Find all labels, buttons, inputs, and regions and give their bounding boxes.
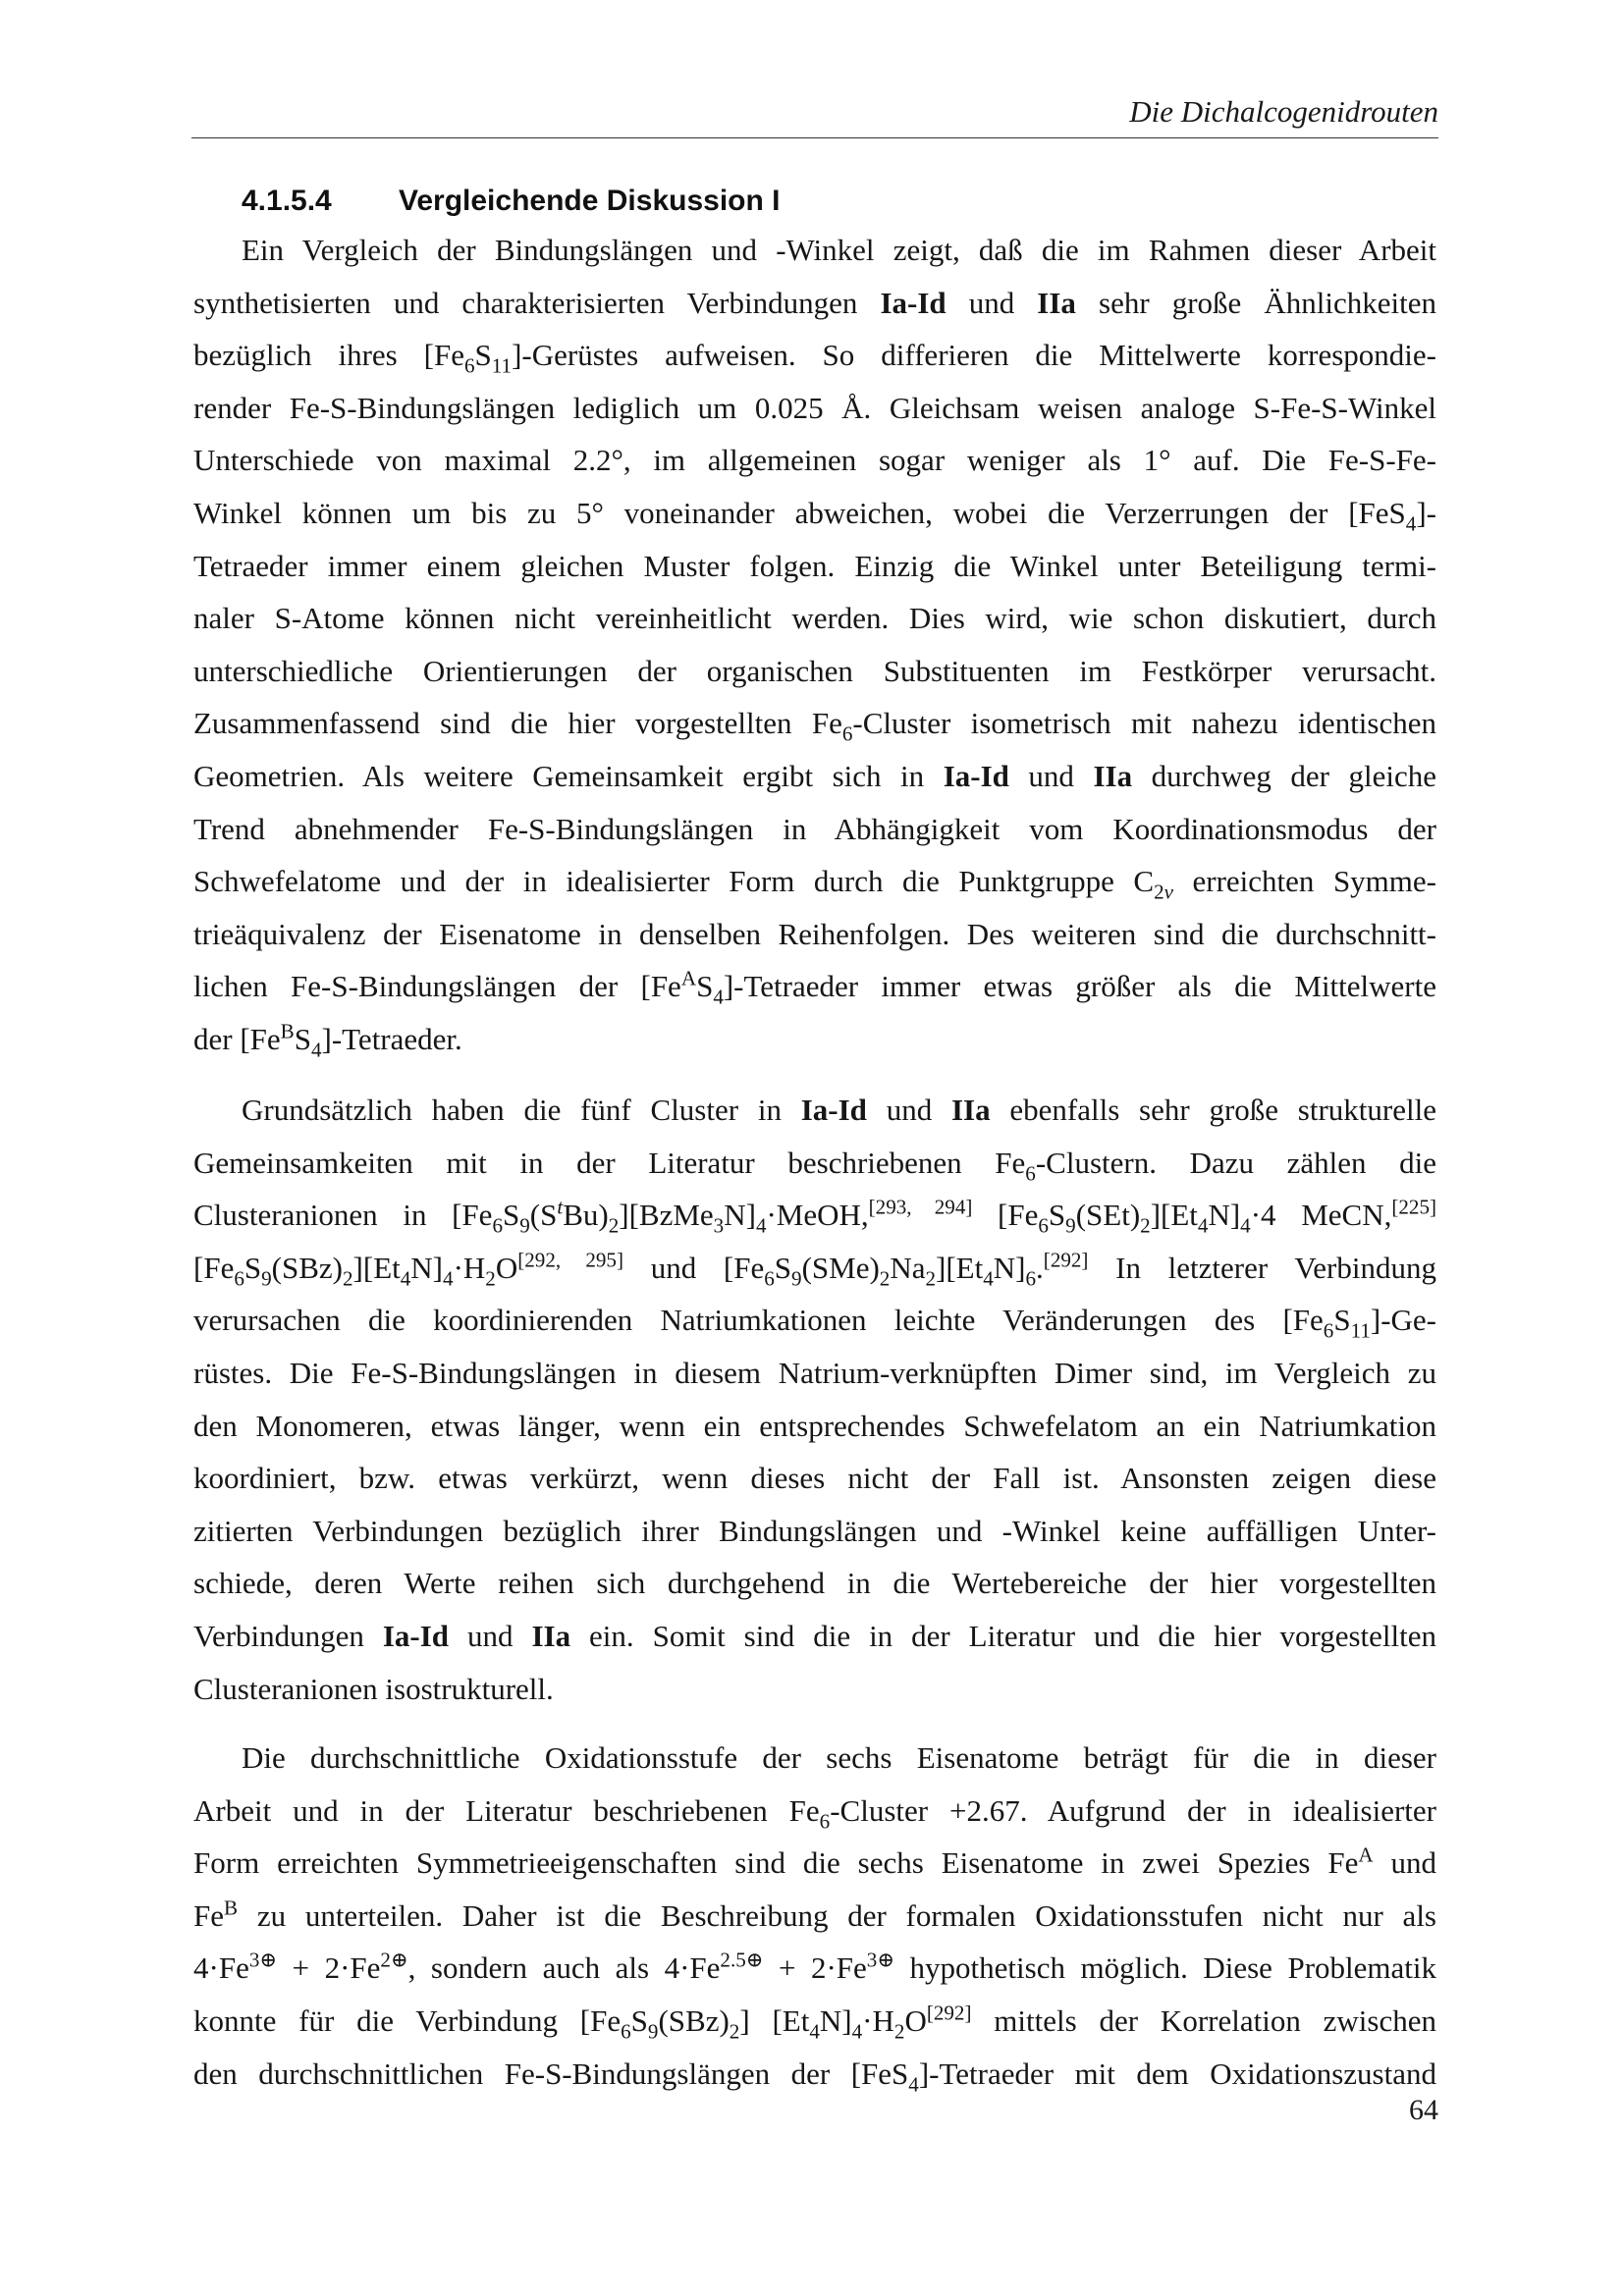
text-line: render Fe-S-Bindungslängen lediglich um 0.025 Å. Gleichsam weisen analoge S-Fe-S-Winkel <box>193 390 1436 425</box>
text-line: Clusteranionen in $[Fe_6S_9(S^tBu)_2][BzMe_3N]_4\cdot MeOH,[293, 294]$ $[Fe_6S_9(SEt)_2][Et_4N]_4\cdot 4$ MeCN,[225] <box>193 1195 1436 1238</box>
text-line: der $[Fe^BS_4]$-Tetraeder. <box>193 1019 462 1062</box>
text-line: Ein Vergleich der Bindungslängen und -Winkel zeigt, daß die im Rahmen dieser Arbeit <box>242 233 1436 267</box>
text-line: Clusteranionen isostrukturell. <box>193 1671 554 1706</box>
text-line: den Monomeren, etwas länger, wenn ein entsprechendes Schwefelatom an ein Natriumkation <box>193 1408 1436 1443</box>
text-line: verursachen die koordinierenden Natriumkationen leichte Veränderungen des $[Fe_6S_{11}]-Ge-$ <box>193 1303 1436 1343</box>
text-line: Zusammenfassend sind die hier vorgestellten $Fe_6$-Cluster isometrisch mit nahezu identischen <box>193 706 1436 746</box>
text-line: synthetisierten und charakterisierten Verbindungen Ia-Id und IIa sehr große Ähnlichkeiten <box>193 285 1436 320</box>
text-line: trieäquivalenz der Eisenatome in denselben Reihenfolgen. Des weiteren sind die durchschnitt- <box>193 916 1436 951</box>
text-line: Winkel können um bis zu 5° voneinander abweichen, wobei die Verzerrungen der [FeS$_4$]- <box>193 495 1436 536</box>
text-line: naler S-Atome können nicht vereinheitlicht werden. Dies wird, wie schon diskutiert, durch <box>193 601 1436 636</box>
text-line: Grundsätzlich haben die fünf Cluster in Ia-Id und IIa ebenfalls sehr große strukturelle <box>242 1093 1436 1127</box>
text-line: unterschiedliche Orientierungen der organischen Substituenten im Festkörper verursacht. <box>193 653 1436 688</box>
running-header: Die Dichalcogenidrouten <box>191 94 1438 138</box>
text-line: $4\cdot Fe^{3\oplus} + 2\cdot Fe^{2\oplus}$, sondern auch als $4\cdot Fe^{2.5\oplus} + 2\cdot Fe^{3\oplus}$ hypothetisch möglich. Diese Problematik <box>193 1948 1436 1986</box>
text-line: konnte für die Verbindung $[Fe_6S_9(SBz)_2]$ $[Et_4N]_4\cdot H_2O[292]$ mittels der Korrelation zwischen <box>193 2001 1436 2044</box>
page-number: 64 <box>1409 2094 1438 2126</box>
text-line: koordiniert, bzw. etwas verkürzt, wenn dieses nicht der Fall ist. Ansonsten zeigen diese <box>193 1461 1436 1496</box>
section-title: Vergleichende Diskussion I <box>399 185 781 217</box>
text-line: Geometrien. Als weitere Gemeinsamkeit ergibt sich in Ia-Id und IIa durchweg der gleiche <box>193 758 1436 793</box>
text-line: Schwefelatome und der in idealisierter Form durch die Punktgruppe $C_{2v}$ erreichten Symme- <box>193 864 1436 904</box>
paragraph <box>193 1732 1436 2100</box>
section-number: 4.1.5.4 <box>242 185 332 217</box>
paragraph <box>193 1084 1436 1715</box>
text-line: $Fe^B$ zu unterteilen. Daher ist die Beschreibung der formalen Oxidationsstufen nicht nur als <box>193 1896 1436 1933</box>
text-line: Form erreichten Symmetrieeigenschaften sind die sechs Eisenatome in zwei Spezies $Fe^A$ und <box>193 1842 1436 1881</box>
text-line: $[Fe_6S_9(SBz)_2][Et_4N]_4\cdot H_2O[292, 295]$ und $[Fe_6S_9(SMe)_2Na_2][Et_4N]_6.[292]$ In letzterer Verbindung <box>193 1248 1436 1291</box>
text-line: rüstes. Die Fe-S-Bindungslängen in diesem Natrium-verknüpften Dimer sind, im Vergleich zu <box>193 1355 1436 1390</box>
text-line: schiede, deren Werte reihen sich durchgehend in die Wertebereiche der hier vorgestellten <box>193 1566 1436 1601</box>
section-heading <box>242 185 780 218</box>
text-line: Tetraeder immer einem gleichen Muster folgen. Einzig die Winkel unter Beteiligung termi- <box>193 548 1436 583</box>
text-line: Arbeit und in der Literatur beschriebenen $Fe_6$-Cluster +2.67. Aufgrund der in idealisierter <box>193 1792 1436 1833</box>
text-line: Gemeinsamkeiten mit in der Literatur beschriebenen $Fe_6$-Clustern. Dazu zählen die <box>193 1145 1436 1185</box>
text-line: zitierten Verbindungen bezüglich ihrer Bindungslängen und -Winkel keine auffälligen Unter- <box>193 1513 1436 1548</box>
text-line: Trend abnehmender Fe-S-Bindungslängen in Abhängigkeit vom Koordinationsmodus der <box>193 811 1436 846</box>
text-line: Unterschiede von maximal 2.2°, im allgemeinen sogar weniger als 1° auf. Die Fe-S-Fe- <box>193 443 1436 478</box>
text-line: lichen Fe-S-Bindungslängen der $[Fe^AS_4]$-Tetraeder immer etwas größer als die Mittelwerte <box>193 966 1436 1009</box>
text-line: bezüglich ihres $[Fe_6S_{11}]$-Gerüstes aufweisen. So differieren die Mittelwerte korrespondie- <box>193 338 1436 378</box>
text-line: Verbindungen Ia-Id und IIa ein. Somit sind die in der Literatur und die hier vorgestellten <box>193 1618 1437 1653</box>
text-line: Die durchschnittliche Oxidationsstufe der sechs Eisenatome beträgt für die in dieser <box>242 1740 1436 1775</box>
text-line: den durchschnittlichen Fe-S-Bindungslängen der [FeS$_4$]-Tetraeder mit dem Oxidationszustand <box>193 2056 1436 2096</box>
paragraph <box>193 224 1436 1066</box>
